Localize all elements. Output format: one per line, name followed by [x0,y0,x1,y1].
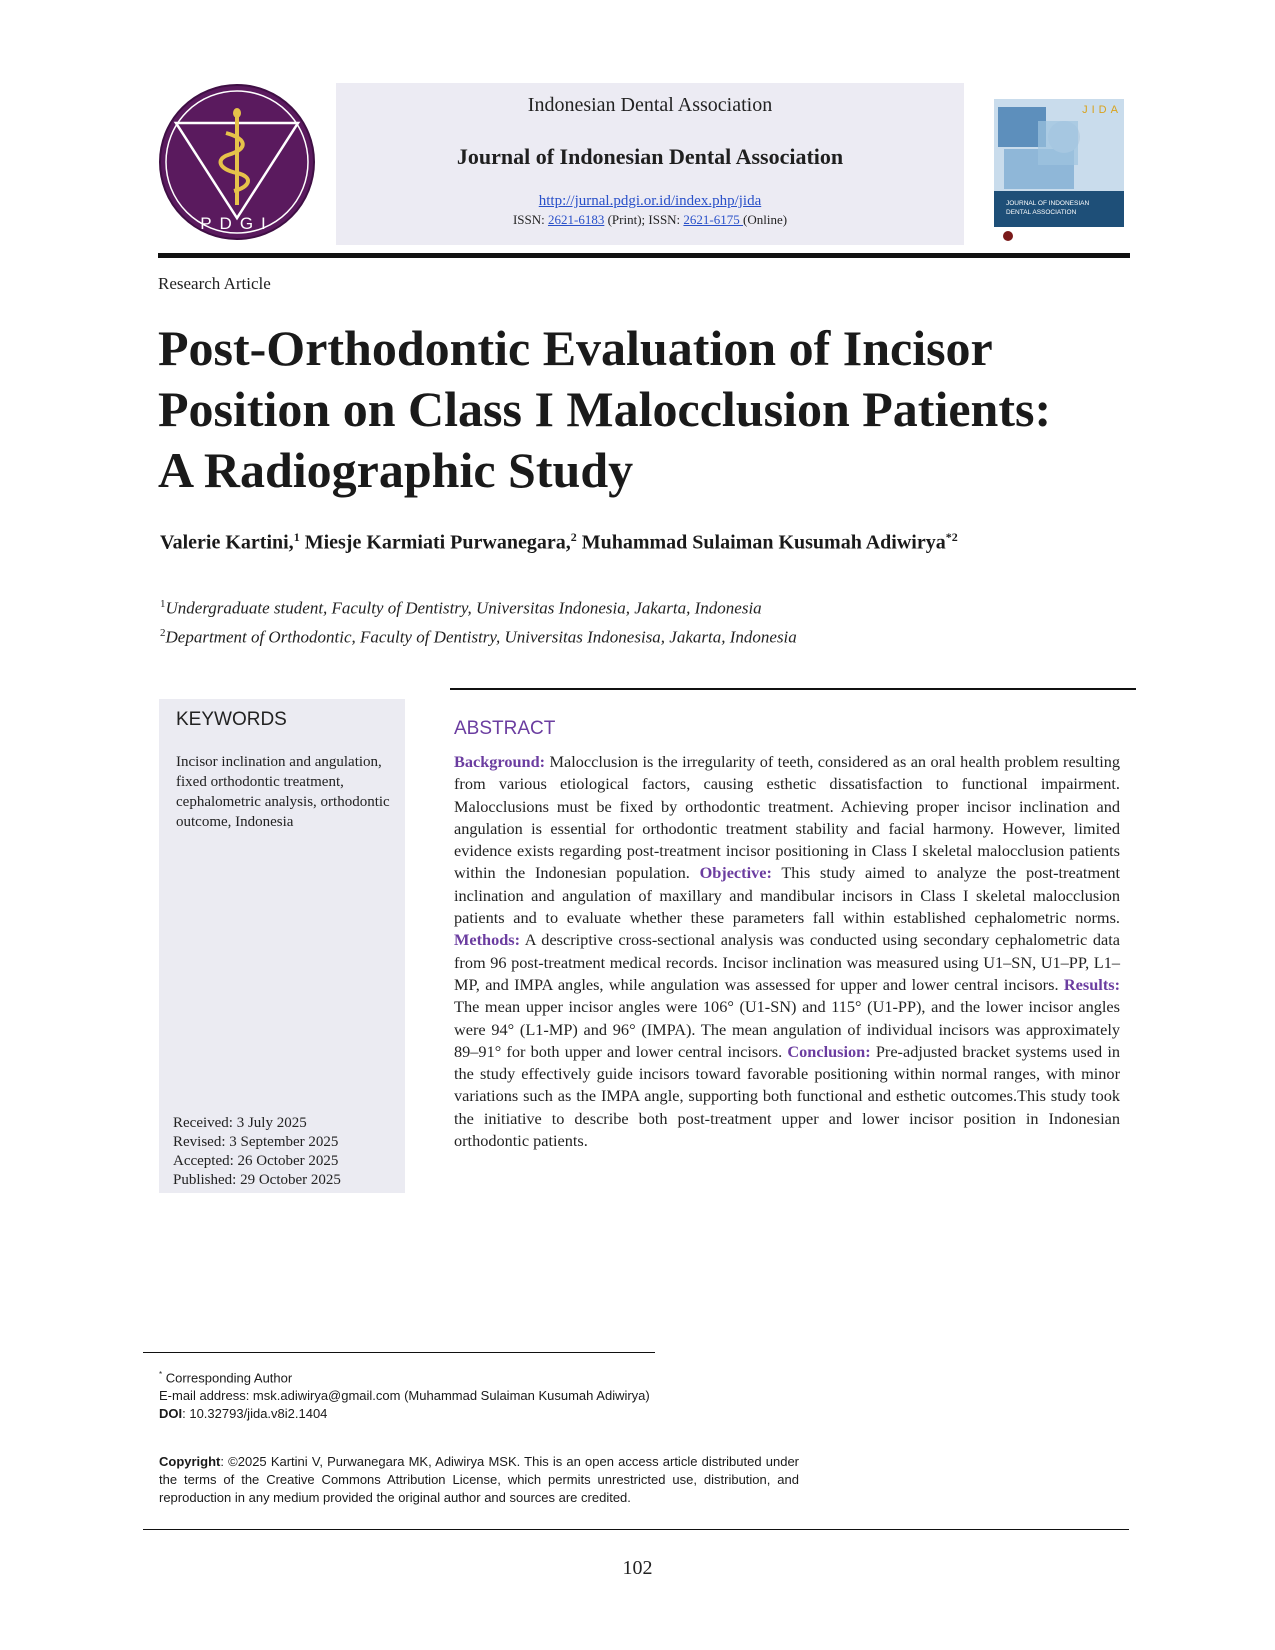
date-revised: Revised: 3 September 2025 [173,1134,339,1150]
cover-subtitle-2: DENTAL ASSOCIATION [1006,209,1077,216]
issn-prefix: ISSN: [512,212,548,227]
footnote-divider [143,1352,655,1353]
issn-line [336,212,964,228]
journal-name: Journal of Indonesian Dental Association [456,144,844,169]
issn-print-link[interactable]: 2621-6183 [547,212,605,227]
article-type: Research Article [158,274,271,293]
title-line-3: A Radiographic Study [158,442,634,498]
issn-online-suffix: (Online) [743,212,788,227]
affiliation-2-marker: 2 [160,626,166,639]
methods-text: A descriptive cross-sectional analysis was conducted using secondary cephalometric data from 96 post-treatment medical records. Incisor inclination was measured using U1–SN, U1–PP, L1–MP, and IMPA angles, while angulation was assessed for upper and lower central incisors. [454,930,1120,994]
affiliation-1-text: Undergraduate student, Faculty of Dentistry, Universitas Indonesia, Jakarta, Indonesia [165,598,762,618]
logo-text: PDGI [200,214,274,233]
affiliation-2 [160,621,797,650]
title-line-2: Position on Class I Malocclusion Patients: [158,381,1052,437]
author-2-affiliation: 2 [570,530,577,544]
affiliation-1-marker: 1 [160,598,166,610]
keywords-list: Incisor inclination and angulation, fixed orthodontic treatment, cephalometric analysis, orthodontic outcome, Indonesia [176,754,390,830]
date-received: Received: 3 July 2025 [173,1115,307,1131]
association-name: Indonesian Dental Association [527,94,773,116]
copyright-text: : ©2025 Kartini V, Purwanegara MK, Adiwirya MSK. This is an open access article distributed under the terms of the Creative Commons Attribution License, which permits unrestricted use, distribution, and reproduction in any medium provided the original author and sources are credited. [159,1454,799,1505]
author-list [160,530,958,555]
journal-header-panel [336,83,964,245]
journal-url-link[interactable]: http://jurnal.pdgi.or.id/index.php/jida [538,193,762,209]
page-number: 102 [622,1557,653,1579]
doi-line [159,1405,650,1423]
doi-value: : 10.32793/jida.v8i2.1404 [182,1406,328,1422]
email-line: E-mail address: msk.adiwirya@gmail.com (Muhammad Sulaiman Kusumah Adiwirya) [159,1388,650,1404]
issn-online-link[interactable]: 2621-6175 [683,212,744,227]
corresponding-text: Corresponding Author [162,1370,293,1386]
copyright-notice [159,1453,799,1507]
results-label: Results: [1063,974,1120,994]
issn-print-suffix: (Print); ISSN: [604,212,684,227]
date-accepted: Accepted: 26 October 2025 [173,1153,339,1169]
objective-label: Objective: [699,863,772,883]
article-title [158,318,1138,501]
author-2: Miesje Karmiati Purwanegara, [299,531,571,554]
author-3: Muhammad Sulaiman Kusumah Adiwirya [576,531,946,554]
date-published: Published: 29 October 2025 [173,1172,341,1188]
pdgi-logo [158,83,316,241]
author-3-affiliation: *2 [945,530,958,544]
methods-label: Methods: [454,930,521,950]
title-line-1: Post-Orthodontic Evaluation of Incisor [158,320,993,376]
affiliations [160,592,797,649]
corresponding-label [159,1366,650,1387]
cover-subtitle-1: JOURNAL OF INDONESIAN [1006,200,1090,207]
author-1: Valerie Kartini, [160,531,294,554]
keywords-heading: KEYWORDS [176,709,287,730]
abstract-body [454,751,1120,1152]
objective-text: This study aimed to analyze the post-treatment inclination and angulation of maxillary and mandibular incisors in Class I skeletal malocclusion patients and to evaluate whether these parameters fall within established cephalometric norms. [454,863,1120,928]
header-divider [158,253,1130,258]
journal-cover-thumbnail [994,99,1124,245]
background-label: Background: [454,752,546,771]
article-dates [173,1114,341,1190]
affiliation-1 [160,592,797,621]
conclusion-text: Pre-adjusted bracket systems used in the study effectively guide incisors toward favorable positioning within normal ranges, with minor variations such as the IMPA angle, supporting both functional and esthetic outcomes.This study took the initiative to describe both post-treatment upper and lower incisor position in Indonesian orthodontic patients. [454,1041,1120,1151]
abstract-heading: ABSTRACT [454,718,556,739]
affiliation-2-text: Department of Orthodontic, Faculty of Dentistry, Universitas Indonesisa, Jakarta, Indonesia [165,627,797,647]
cover-title: JIDA [1082,104,1122,116]
doi-label: DOI [159,1406,183,1422]
results-text: The mean upper incisor angles were 106° (U1-SN) and 115° (U1-PP), and the lower incisor angles were 94° (L1-MP) and 96° (IMPA). The mean angulation of individual incisors was approximately 89–91° for both upper and lower central incisors. [454,997,1120,1061]
background-text: Malocclusion is the irregularity of teeth, considered as an oral health problem resulting from various etiological factors, causing esthetic dissatisfaction to functional impairment. Malocclusions must be fixed by orthodontic treatment. Achieving proper incisor inclination and angulation is essential for orthodontic treatment stability and facial harmony. However, limited evidence exists regarding post-treatment incisor positioning in Class I skeletal malocclusion patients within the Indonesian population. [454,752,1120,883]
keywords-box [159,699,405,1193]
conclusion-label: Conclusion: [787,1041,871,1061]
corresponding-author-note [159,1366,650,1423]
copyright-label: Copyright [159,1454,221,1469]
corresponding-marker: * [159,1370,163,1379]
bottom-divider [143,1529,1129,1530]
abstract-divider [450,688,1136,690]
author-1-affiliation: 1 [293,530,300,544]
